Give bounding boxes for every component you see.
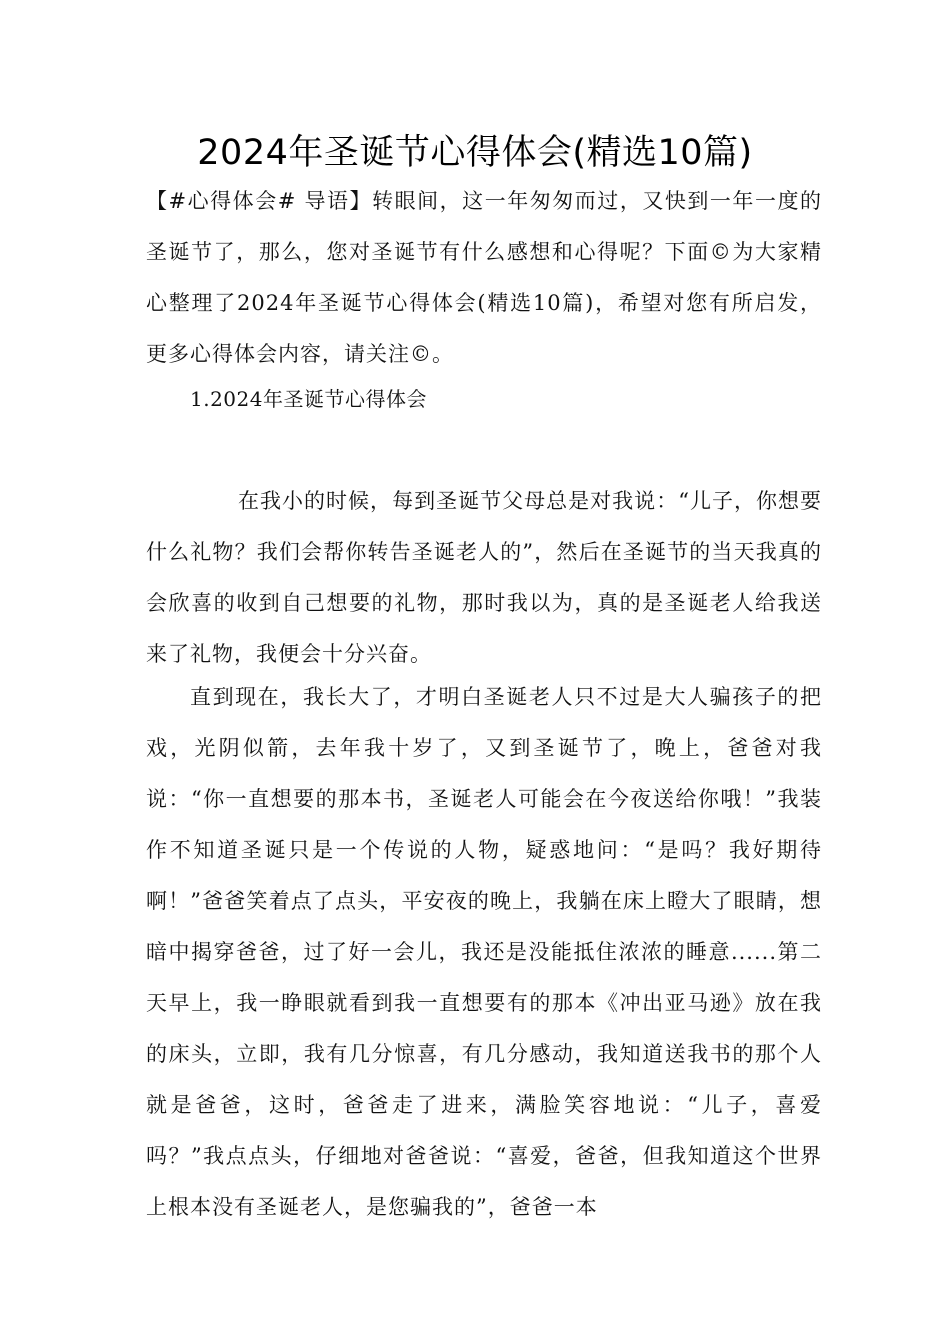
document-title: 2024年圣诞节心得体会(精选10篇) — [197, 133, 753, 173]
intro-paragraph: 【#心得体会# 导语】转眼间，这一年匆匆而过，又快到一年一度的圣诞节了，那么，您对圣诞节有什么感想和心得呢？下面©为大家精心整理了2024年圣诞节心得体会(精选10篇)，希望对您有所启发，更多心得体会内容，请关注©。 — [146, 189, 822, 366]
body-paragraph: 在我小的时候，每到圣诞节父母总是对我说：“儿子，你想要什么礼物？我们会帮你转告圣诞老人的”，然后在圣诞节的当天我真的会欣喜的收到自己想要的礼物，那时我以为，真的是圣诞老人给我送来了礼物，我便会十分兴奋。 — [146, 489, 822, 666]
body-paragraph: 直到现在，我长大了，才明白圣诞老人只不过是大人骗孩子的把戏，光阴似箭，去年我十岁了，又到圣诞节了，晚上，爸爸对我说：“你一直想要的那本书，圣诞老人可能会在今夜送给你哦！”我装作不知道圣诞只是一个传说的人物，疑惑地问：“是吗？我好期待啊！”爸爸笑着点了点头，平安夜的晚上，我躺在床上瞪大了眼睛，想暗中揭穿爸爸，过了好一会儿，我还是没能抵住浓浓的睡意......第二天早上，我一睁眼就看到我一直想要有的那本《冲出亚马逊》放在我的床头，立即，我有几分惊喜，有几分感动，我知道送我书的那个人就是爸爸，这时，爸爸走了进来，满脸笑容地说：“儿子，喜爱吗？”我点点头，仔细地对爸爸说：“喜爱，爸爸，但我知道这个世界上根本没有圣诞老人，是您骗我的”，爸爸一本 — [146, 685, 822, 1219]
section-heading: 1.2024年圣诞节心得体会 — [190, 387, 427, 411]
